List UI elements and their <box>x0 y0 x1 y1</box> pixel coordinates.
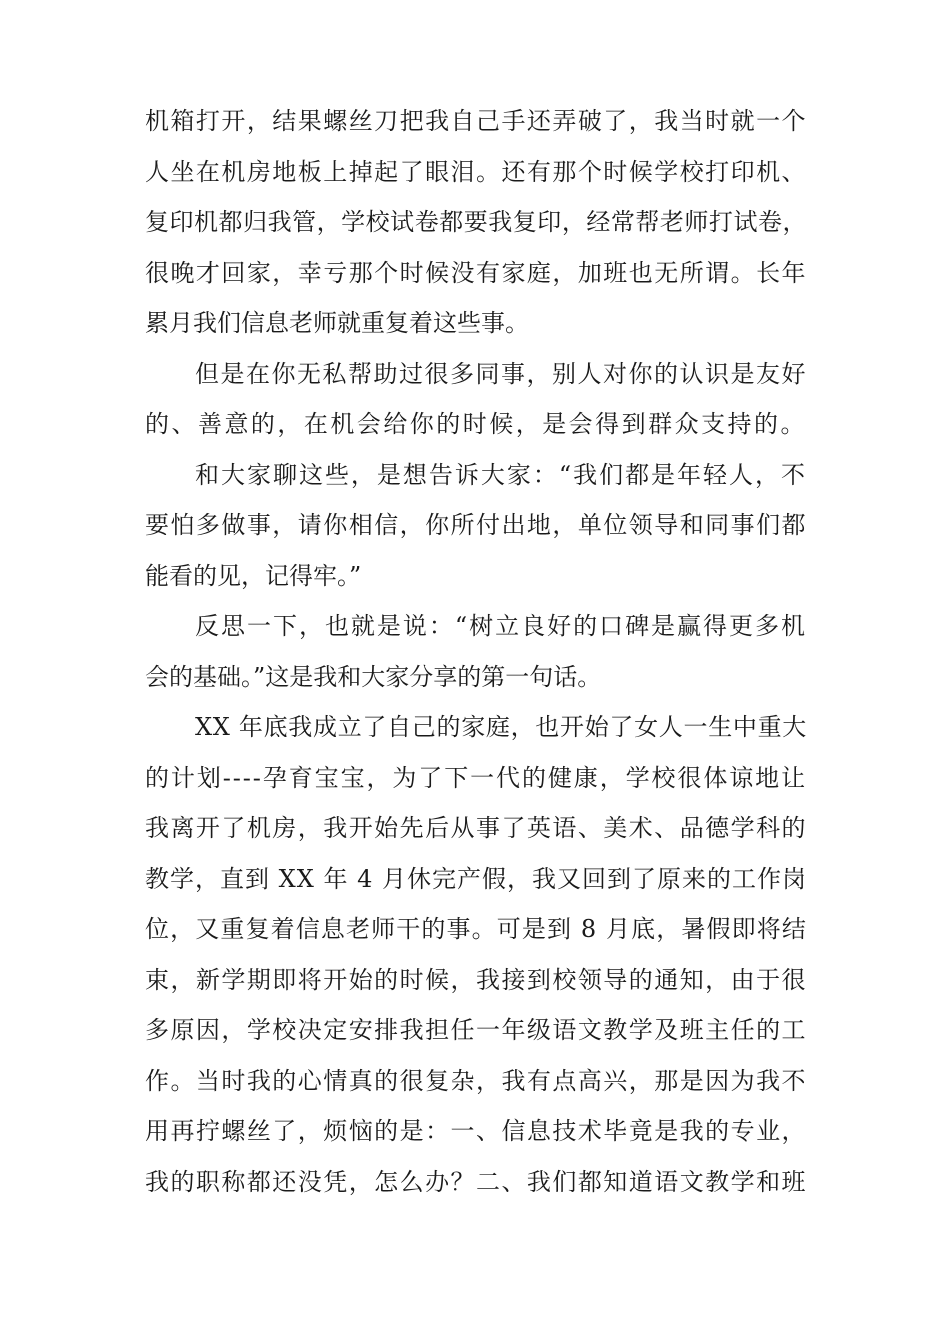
text-line: 位，又重复着信息老师干的事。可是到 8 月底，暑假即将结 <box>145 915 807 943</box>
text-line: 累月我们信息老师就重复着这些事。 <box>145 309 529 337</box>
text-line: 能看的见，记得牢。” <box>145 561 362 590</box>
text-line: 我离开了机房，我开始先后从事了英语、美术、品德学科的 <box>145 814 807 842</box>
text-line: 复印机都归我管，学校试卷都要我复印，经常帮老师打试卷， <box>145 208 807 236</box>
text-line: 要怕多做事，请你相信，你所付出地，单位领导和同事们都 <box>145 511 807 539</box>
text-line: 的、善意的，在机会给你的时候，是会得到群众支持的。 <box>145 410 807 438</box>
text-line: 用再拧螺丝了，烦恼的是：一、信息技术毕竟是我的专业， <box>145 1117 807 1145</box>
text-line: 束，新学期即将开始的时候，我接到校领导的通知，由于很 <box>145 965 807 994</box>
paragraph-first-line: 但是在你无私帮助过很多同事，别人对你的认识是友好 <box>195 359 807 388</box>
text-line: 多原因，学校决定安排我担任一年级语文教学及班主任的工 <box>145 1016 807 1044</box>
text-line: 教学，直到 XX 年 4 月休完产假，我又回到了原来的工作岗 <box>145 864 807 893</box>
text-line: 作。当时我的心情真的很复杂，我有点高兴，那是因为我不 <box>145 1066 807 1095</box>
text-line: 很晚才回家，幸亏那个时候没有家庭，加班也无所谓。长年 <box>145 258 807 287</box>
text-line: 我的职称都还没凭，怎么办？二、我们都知道语文教学和班 <box>145 1167 807 1196</box>
paragraph-first-line: 和大家聊这些，是想告诉大家：“我们都是年轻人，不 <box>195 460 807 489</box>
paragraph-first-line: 反思一下，也就是说：“树立良好的口碑是赢得更多机 <box>195 612 807 640</box>
text-line: 会的基础。”这是我和大家分享的第一句话。 <box>145 662 602 691</box>
text-line: 机箱打开，结果螺丝刀把我自己手还弄破了，我当时就一个 <box>145 107 807 135</box>
paragraph-first-line: XX 年底我成立了自己的家庭，也开始了女人一生中重大 <box>195 713 807 741</box>
text-line: 人坐在机房地板上掉起了眼泪。还有那个时候学校打印机、 <box>145 157 807 186</box>
document-body <box>145 96 807 1207</box>
text-line: 的计划----孕育宝宝，为了下一代的健康，学校很体谅地让 <box>145 763 807 792</box>
